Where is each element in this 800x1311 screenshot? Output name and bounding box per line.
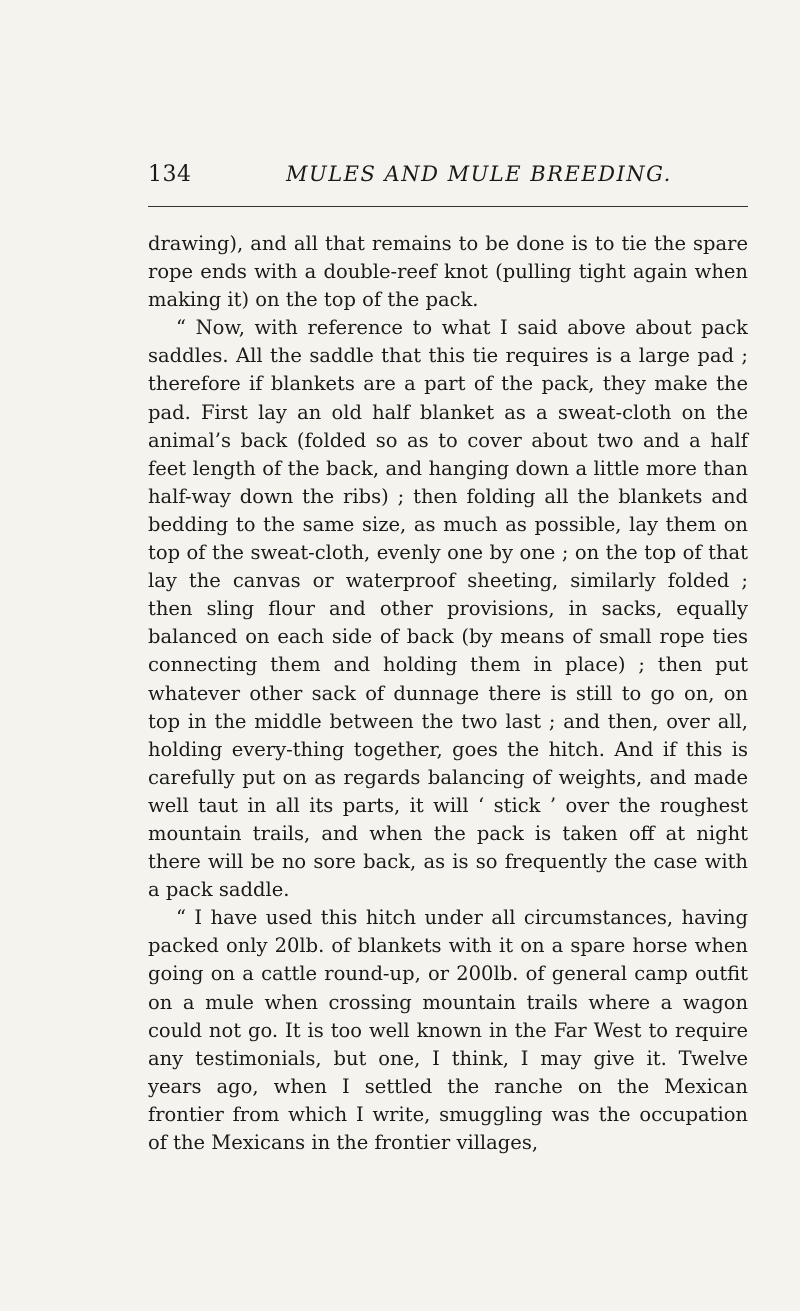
paragraph-pack-saddles: “ Now, with reference to what I said above about pack saddles. All the saddle that this tie requires is a large pad ; therefore if blankets are a part of the pack, they make the pad. First lay an old half blanket as a sweat-cloth on the animal’s back (folded so as to cover about two and a half feet length of the back, and hanging down a little more than half-way down the ribs) ; then folding all the blankets and bedding to the same size, as much as possible, lay them on top of the sweat-cloth, evenly one by one ; on the top of that lay the canvas or waterproof sheeting, similarly folded ; then sling flour and other provisions, in sacks, equally balanced on each side of back (by means of small rope ties connecting them and holding them in place) ; then put whatever other sack of dunnage there is still to go on, on top in the middle between the two last ; and then, over all, holding every-thing together, goes the hitch. And if this is carefully put on as regards balancing of weights, and made well taut in all its parts, it will ‘ stick ’ over the roughest mountain trails, and when the pack is taken off at night there will be no sore back, as is so frequently the case with a pack saddle.: [148, 316, 748, 902]
paragraph-continuation: drawing), and all that remains to be done is to tie the spare rope ends with a double-reef knot (pulling tight again when making it) on the top of the pack.: [148, 232, 748, 312]
body-text: [148, 230, 748, 1157]
page-number: 134: [148, 162, 192, 187]
header-rule: [148, 206, 748, 207]
running-head: [148, 162, 748, 194]
paragraph-hitch-usage: “ I have used this hitch under all circumstances, having packed only 20lb. of blankets with it on a spare horse when going on a cattle round-up, or 200lb. of general camp outfit on a mule when crossing mountain trails where a wagon could not go. It is too well known in the Far West to require any testimonials, but one, I think, I may give it. Twelve years ago, when I settled the ranche on the Mexican frontier from which I write, smuggling was the occupation of the Mexicans in the frontier villages,: [148, 906, 748, 1154]
running-title: MULES AND MULE BREEDING.: [286, 162, 672, 186]
